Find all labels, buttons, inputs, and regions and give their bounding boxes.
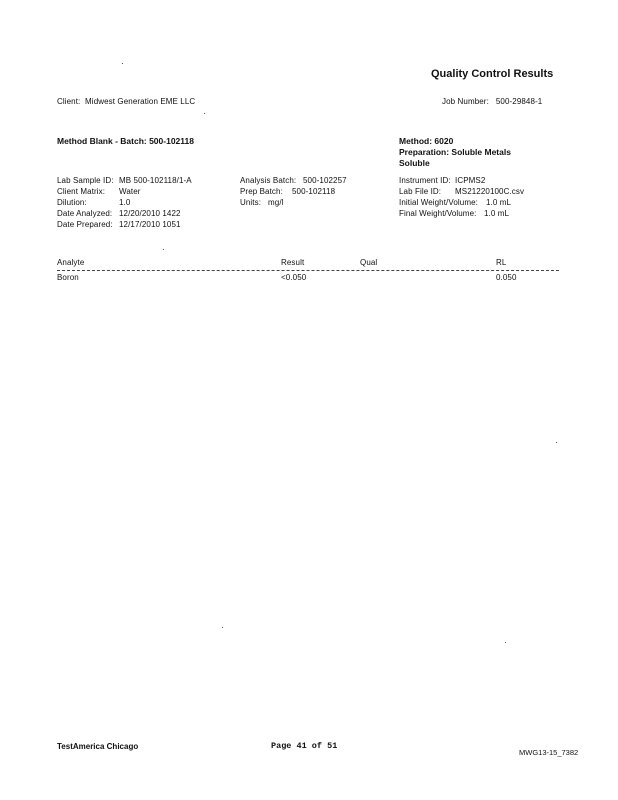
detail-row — [57, 175, 192, 186]
detail-row — [240, 197, 347, 208]
detail-row — [57, 197, 192, 208]
detail-label: Lab File ID: — [399, 187, 442, 196]
scan-speck — [222, 627, 223, 628]
table-header-qual: Qual — [360, 258, 378, 267]
detail-label: Date Prepared: — [57, 220, 113, 229]
client-label: Client: — [57, 97, 81, 106]
detail-value: 1.0 mL — [486, 198, 512, 207]
detail-label: Units: — [240, 198, 262, 207]
detail-value: 1.0 mL — [484, 209, 510, 218]
detail-row — [240, 186, 347, 197]
detail-label: Date Analyzed: — [57, 209, 113, 218]
job-label: Job Number: — [442, 97, 489, 106]
table-cell-result: <0.050 — [281, 273, 307, 282]
detail-label: Client Matrix: — [57, 187, 106, 196]
detail-label: Instrument ID: — [399, 176, 451, 185]
detail-value: 1.0 — [119, 198, 131, 207]
scan-speck — [505, 642, 506, 643]
detail-label: Initial Weight/Volume: — [399, 198, 478, 207]
detail-label: Analysis Batch: — [240, 176, 297, 185]
client-name: Midwest Generation EME LLC — [85, 97, 196, 106]
detail-row — [57, 219, 192, 230]
scan-speck — [122, 63, 123, 64]
job-info — [442, 97, 542, 106]
details-col3 — [399, 175, 524, 219]
table-header-result: Result — [281, 258, 305, 267]
detail-label: Prep Batch: — [240, 187, 283, 196]
job-number: 500-29848-1 — [495, 97, 543, 106]
detail-row — [240, 175, 347, 186]
detail-row — [399, 197, 524, 208]
detail-row — [57, 186, 192, 197]
detail-value: mg/l — [268, 198, 284, 207]
details-col2 — [240, 175, 347, 208]
preparation-label: Preparation: Soluble Metals — [399, 147, 511, 157]
detail-row — [399, 175, 524, 186]
detail-row — [399, 186, 524, 197]
detail-value: 12/17/2010 1051 — [119, 220, 181, 229]
table-cell-analyte: Boron — [57, 273, 79, 282]
detail-row — [57, 208, 192, 219]
footer-doc-id: MWG13-15_7382 — [519, 748, 579, 757]
detail-value: MS21220100C.csv — [455, 187, 525, 196]
detail-value: MB 500-102118/1-A — [119, 176, 192, 185]
preparation-cont: Soluble — [399, 158, 430, 168]
scan-speck — [556, 442, 557, 443]
report-title: Quality Control Results — [431, 68, 554, 80]
detail-row — [399, 208, 524, 219]
details-col1 — [57, 175, 192, 230]
detail-label: Dilution: — [57, 198, 87, 207]
table-divider — [57, 270, 559, 271]
detail-value: ICPMS2 — [455, 176, 486, 185]
detail-label: Lab Sample ID: — [57, 176, 114, 185]
scan-speck — [204, 113, 205, 114]
method-blank-heading: Method Blank - Batch: 500-102118 — [57, 136, 194, 146]
footer-page: Page 41 of 51 — [271, 741, 338, 751]
method-label: Method: 6020 — [399, 136, 454, 146]
table-header-rl: RL — [496, 258, 507, 267]
detail-value: 500-102257 — [303, 176, 347, 185]
client-info — [57, 97, 195, 106]
scan-speck — [163, 249, 164, 250]
detail-value: 500-102118 — [292, 187, 336, 196]
detail-value: 12/20/2010 1422 — [119, 209, 181, 218]
footer-lab: TestAmerica Chicago — [57, 742, 139, 751]
table-header-analyte: Analyte — [57, 258, 85, 267]
table-cell-rl: 0.050 — [496, 273, 517, 282]
detail-value: Water — [119, 187, 141, 196]
detail-label: Final Weight/Volume: — [399, 209, 477, 218]
